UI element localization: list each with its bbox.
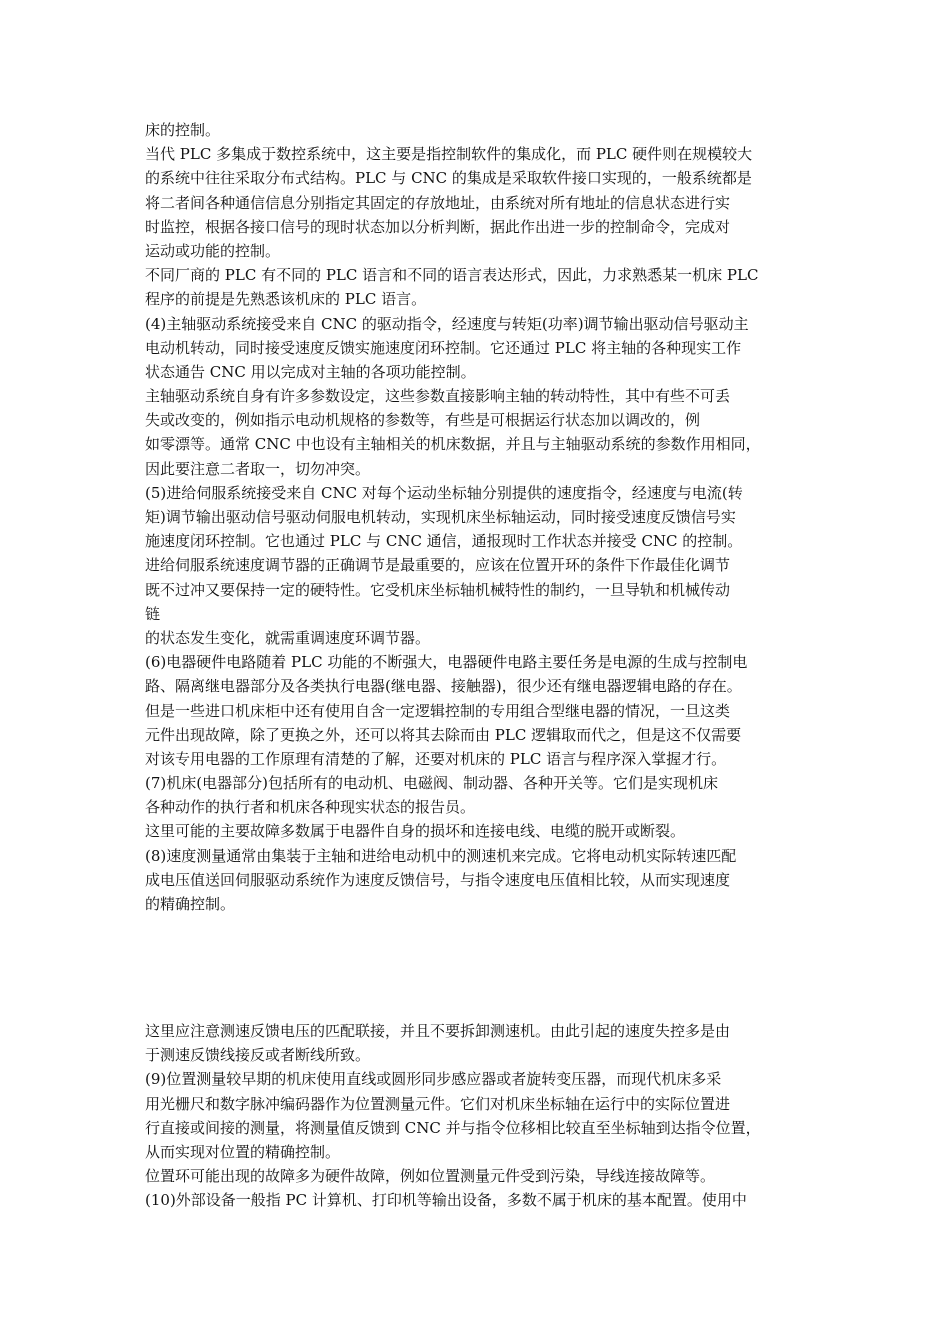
text-line: 的状态发生变化，就需重调速度环调节器。 bbox=[145, 628, 431, 647]
text-line: 这里可能的主要故障多数属于电器件自身的损坏和连接电线、电缆的脱开或断裂。 bbox=[145, 822, 686, 841]
text-line: 施速度闭环控制。它也通过 PLC 与 CNC 通信，通报现时工作状态并接受 CNC 的控制。 bbox=[145, 532, 743, 551]
text-line: 从而实现对位置的精确控制。 bbox=[145, 1142, 341, 1161]
text-line: (8)速度测量通常由集装于主轴和进给电动机中的测速机来完成。它将电动机实际转速匹配 bbox=[145, 846, 737, 865]
text-line: 时监控，根据各接口信号的现时状态加以分析判断，据此作出进一步的控制命令，完成对 bbox=[145, 217, 731, 236]
text-line: 路、隔离继电器部分及各类执行电器(继电器、接触器)，很少还有继电器逻辑电路的存在。 bbox=[145, 677, 742, 696]
text-line: 各种动作的执行者和机床各种现实状态的报告员。 bbox=[145, 798, 476, 817]
text-line: 电动机转动，同时接受速度反馈实施速度闭环控制。它还通过 PLC 将主轴的各种现实工作 bbox=[145, 338, 742, 357]
text-line: 的精确控制。 bbox=[145, 895, 236, 913]
text-line: 的系统中往往采取分布式结构。PLC 与 CNC 的集成是采取软件接口实现的，一般系统都是 bbox=[145, 169, 752, 188]
text-line: 程序的前提是先熟悉该机床的 PLC 语言。 bbox=[145, 290, 427, 309]
text-line: 当代 PLC 多集成于数控系统中，这主要是指控制软件的集成化，而 PLC 硬件则在规模较大 bbox=[145, 145, 753, 164]
text-line: 但是一些进口机床柜中还有使用自含一定逻辑控制的专用组合型继电器的情况，一旦这类 bbox=[145, 701, 731, 720]
text-line: 元件出现故障，除了更换之外，还可以将其去除而由 PLC 逻辑取而代之，但是这不仅需要 bbox=[145, 725, 742, 744]
text-line: 矩)调节输出驱动信号驱动伺服电机转动，实现机床坐标轴运动，同时接受速度反馈信号实 bbox=[145, 508, 736, 526]
text-line: 运动或功能的控制。 bbox=[145, 241, 281, 260]
text-line: 对该专用电器的工作原理有清楚的了解，还要对机床的 PLC 语言与程序深入掌握才行。 bbox=[145, 749, 727, 768]
text-line: 床的控制。 bbox=[145, 121, 221, 139]
text-line: 因此要注意二者取一，切勿冲突。 bbox=[145, 459, 371, 478]
text-line: 失或改变的，例如指示电动机规格的参数等，有些是可根据运行状态加以调改的，例 bbox=[145, 411, 701, 430]
text-line: 如零漂等。通常 CNC 中也设有主轴相关的机床数据，并且与主轴驱动系统的参数作用相同， bbox=[145, 435, 761, 454]
text-line: 将二者间各种通信信息分别指定其固定的存放地址，由系统对所有地址的信息状态进行实 bbox=[145, 193, 731, 212]
text-line: (4)主轴驱动系统接受来自 CNC 的驱动指令，经速度与转矩(功率)调节输出驱动信号驱动主 bbox=[145, 314, 749, 333]
text-block-lower bbox=[145, 1019, 825, 1213]
text-block-upper bbox=[145, 118, 825, 916]
text-line: 状态通告 CNC 用以完成对主轴的各项功能控制。 bbox=[145, 362, 476, 381]
text-line: (9)位置测量较早期的机床使用直线或圆形同步感应器或者旋转变压器，而现代机床多采 bbox=[145, 1070, 722, 1089]
text-line: 不同厂商的 PLC 有不同的 PLC 语言和不同的语言表达形式，因此，力求熟悉某一机床 PLC bbox=[145, 266, 759, 285]
text-line: (6)电器硬件电路随着 PLC 功能的不断强大，电器硬件电路主要任务是电源的生成与控制电 bbox=[145, 653, 748, 672]
text-line: 既不过冲又要保持一定的硬特性。它受机床坐标轴机械特性的制约，一旦导轨和机械传动 bbox=[145, 580, 731, 599]
text-line: 用光栅尺和数字脉冲编码器作为位置测量元件。它们对机床坐标轴在运行中的实际位置进 bbox=[145, 1094, 731, 1113]
text-line: 成电压值送回伺服驱动系统作为速度反馈信号，与指令速度电压值相比较，从而实现速度 bbox=[145, 870, 731, 889]
text-line: 链 bbox=[145, 604, 161, 623]
text-line: (5)进给伺服系统接受来自 CNC 对每个运动坐标轴分别提供的速度指令，经速度与电流(转 bbox=[145, 483, 743, 502]
text-line: 这里应注意测速反馈电压的匹配联接，并且不要拆卸测速机。由此引起的速度失控多是由 bbox=[145, 1022, 731, 1040]
text-line: 进给伺服系统速度调节器的正确调节是最重要的，应该在位置开环的条件下作最佳化调节 bbox=[145, 556, 731, 575]
text-line: (10)外部设备一般指 PC 计算机、打印机等输出设备，多数不属于机床的基本配置。使用中 bbox=[145, 1191, 747, 1210]
text-line: (7)机床(电器部分)包括所有的电动机、电磁阀、制动器、各种开关等。它们是实现机床 bbox=[145, 774, 718, 793]
text-line: 行直接或间接的测量，将测量值反馈到 CNC 并与指令位移相比较直至坐标轴到达指令位置， bbox=[145, 1118, 761, 1137]
text-line: 主轴驱动系统自身有许多参数设定，这些参数直接影响主轴的转动特性，其中有些不可丢 bbox=[145, 387, 731, 406]
text-line: 于测速反馈线接反或者断线所致。 bbox=[145, 1046, 371, 1065]
text-line: 位置环可能出现的故障多为硬件故障，例如位置测量元件受到污染，导线连接故障等。 bbox=[145, 1167, 716, 1186]
